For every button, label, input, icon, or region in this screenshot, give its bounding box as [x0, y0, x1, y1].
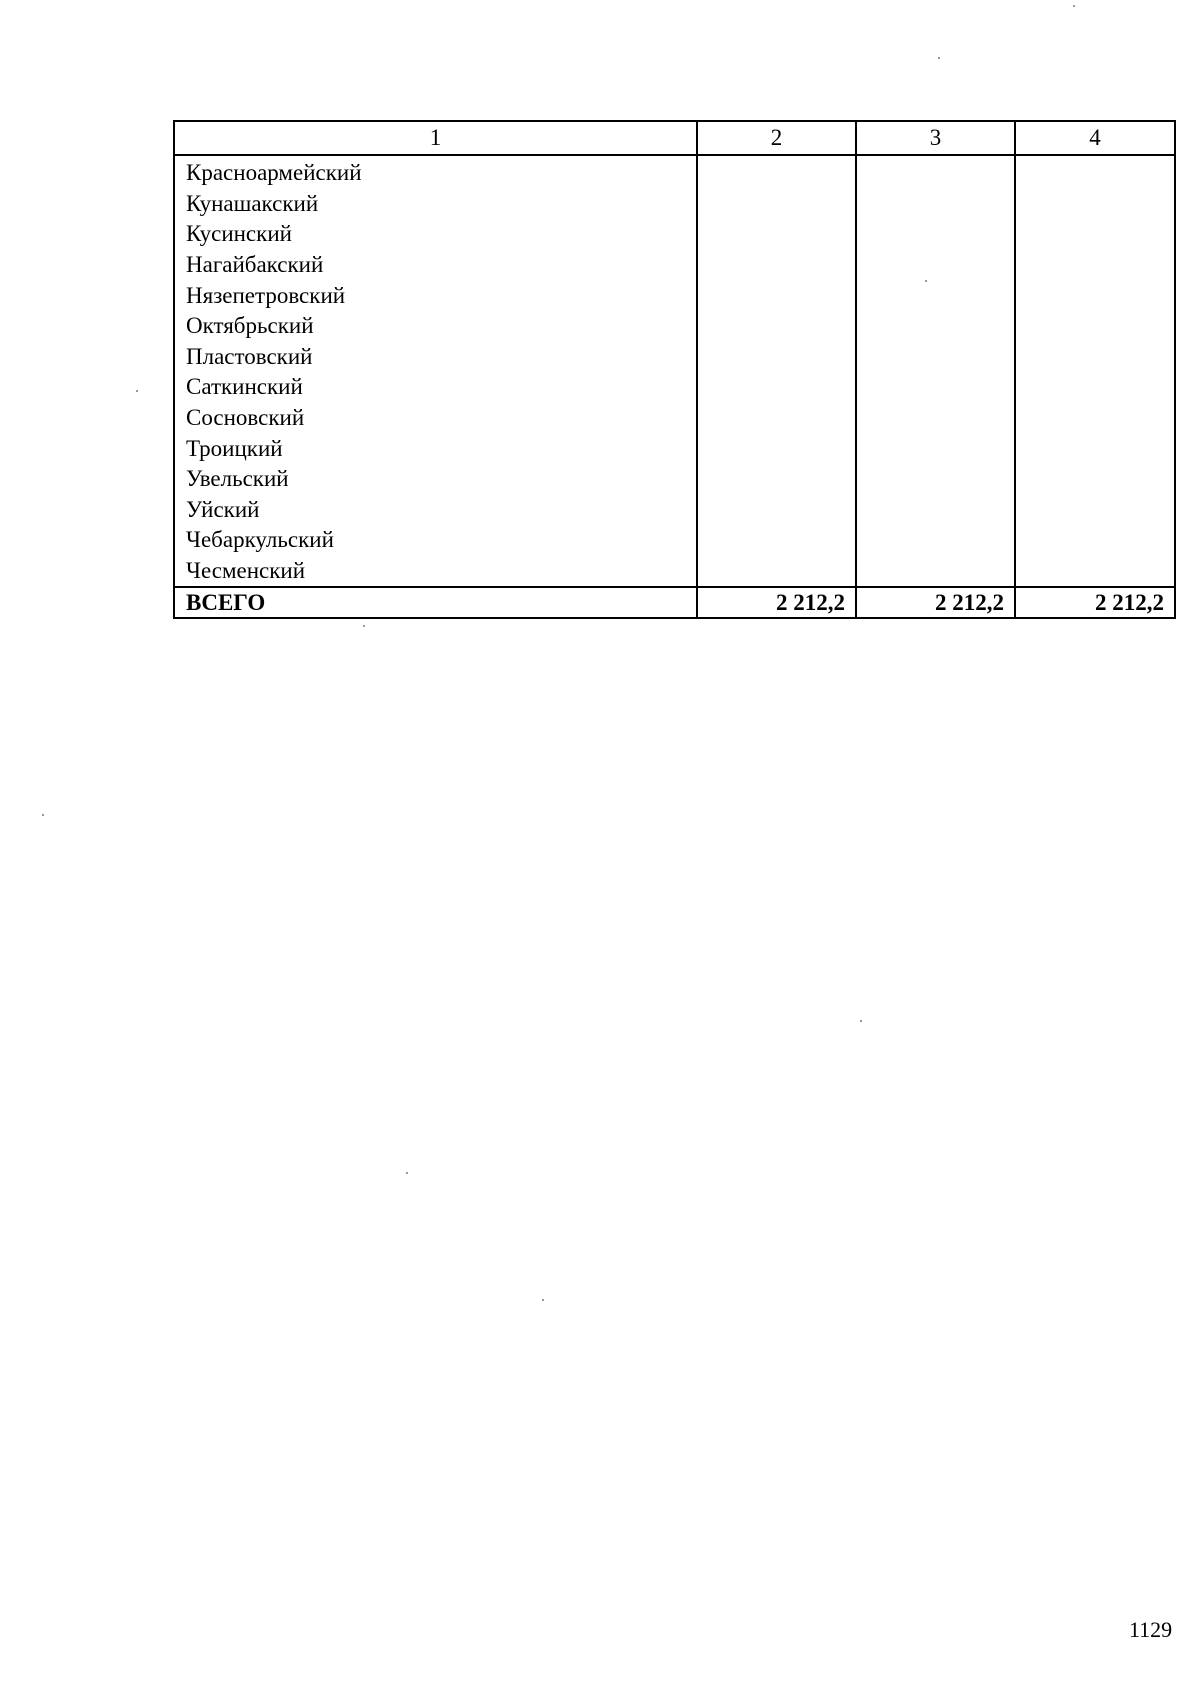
value-cell-4 [1015, 433, 1175, 464]
region-name: Кунашакский [174, 189, 697, 220]
value-cell-4 [1015, 525, 1175, 556]
region-name: Пластовский [174, 342, 697, 373]
value-cell-3 [856, 250, 1015, 281]
table-header-row [174, 121, 1175, 155]
table-row [174, 433, 1175, 464]
value-cell-2 [697, 433, 856, 464]
value-cell-4 [1015, 219, 1175, 250]
value-cell-3 [856, 280, 1015, 311]
scan-speck [938, 57, 940, 59]
value-cell-3 [856, 403, 1015, 434]
value-cell-3 [856, 311, 1015, 342]
scan-speck [406, 1172, 408, 1174]
value-cell-2 [697, 342, 856, 373]
value-cell-3 [856, 525, 1015, 556]
value-cell-2 [697, 155, 856, 189]
region-name: Чебаркульский [174, 525, 697, 556]
region-name: Сосновский [174, 403, 697, 434]
page-number: 1129 [1129, 1617, 1173, 1642]
region-name: Октябрьский [174, 311, 697, 342]
region-table [173, 120, 1176, 619]
table-row [174, 250, 1175, 281]
region-name: Троицкий [174, 433, 697, 464]
value-cell-3 [856, 464, 1015, 495]
value-cell-4 [1015, 556, 1175, 588]
region-name: Нязепетровский [174, 280, 697, 311]
scan-speck [542, 1299, 544, 1301]
table-row [174, 495, 1175, 526]
scan-speck [363, 625, 365, 627]
value-cell-3 [856, 342, 1015, 373]
column-header-2: 2 [697, 121, 856, 155]
value-cell-2 [697, 464, 856, 495]
table-row [174, 311, 1175, 342]
column-header-1: 1 [174, 121, 697, 155]
value-cell-4 [1015, 311, 1175, 342]
value-cell-3 [856, 372, 1015, 403]
value-cell-4 [1015, 403, 1175, 434]
total-value-2: 2 212,2 [697, 587, 856, 618]
value-cell-3 [856, 433, 1015, 464]
total-value-4: 2 212,2 [1015, 587, 1175, 618]
region-name: Чесменский [174, 556, 697, 588]
value-cell-3 [856, 189, 1015, 220]
value-cell-2 [697, 219, 856, 250]
column-header-3: 3 [856, 121, 1015, 155]
region-name: Саткинский [174, 372, 697, 403]
value-cell-4 [1015, 342, 1175, 373]
total-label: ВСЕГО [174, 587, 697, 618]
table-row [174, 155, 1175, 189]
region-name: Увельский [174, 464, 697, 495]
scan-speck [136, 390, 138, 392]
scan-speck [925, 280, 927, 282]
value-cell-3 [856, 219, 1015, 250]
value-cell-2 [697, 495, 856, 526]
value-cell-2 [697, 311, 856, 342]
value-cell-2 [697, 556, 856, 588]
value-cell-2 [697, 525, 856, 556]
table-row [174, 403, 1175, 434]
value-cell-4 [1015, 464, 1175, 495]
table-row [174, 189, 1175, 220]
value-cell-4 [1015, 372, 1175, 403]
value-cell-3 [856, 495, 1015, 526]
table-row [174, 280, 1175, 311]
value-cell-2 [697, 250, 856, 281]
value-cell-2 [697, 189, 856, 220]
scan-speck [42, 814, 44, 816]
value-cell-2 [697, 372, 856, 403]
value-cell-3 [856, 155, 1015, 189]
total-value-3: 2 212,2 [856, 587, 1015, 618]
value-cell-4 [1015, 495, 1175, 526]
value-cell-4 [1015, 280, 1175, 311]
region-name: Красноармейский [174, 155, 697, 189]
table-row [174, 464, 1175, 495]
value-cell-2 [697, 280, 856, 311]
table-row [174, 372, 1175, 403]
region-name: Кусинский [174, 219, 697, 250]
scan-speck [1073, 5, 1075, 7]
table-row [174, 219, 1175, 250]
value-cell-4 [1015, 155, 1175, 189]
value-cell-4 [1015, 189, 1175, 220]
value-cell-2 [697, 403, 856, 434]
column-header-4: 4 [1015, 121, 1175, 155]
region-name: Уйский [174, 495, 697, 526]
region-name: Нагайбакский [174, 250, 697, 281]
table-row [174, 342, 1175, 373]
value-cell-3 [856, 556, 1015, 588]
table-row [174, 556, 1175, 588]
table-row [174, 525, 1175, 556]
value-cell-4 [1015, 250, 1175, 281]
total-row [174, 587, 1175, 618]
scan-speck [860, 1020, 862, 1022]
